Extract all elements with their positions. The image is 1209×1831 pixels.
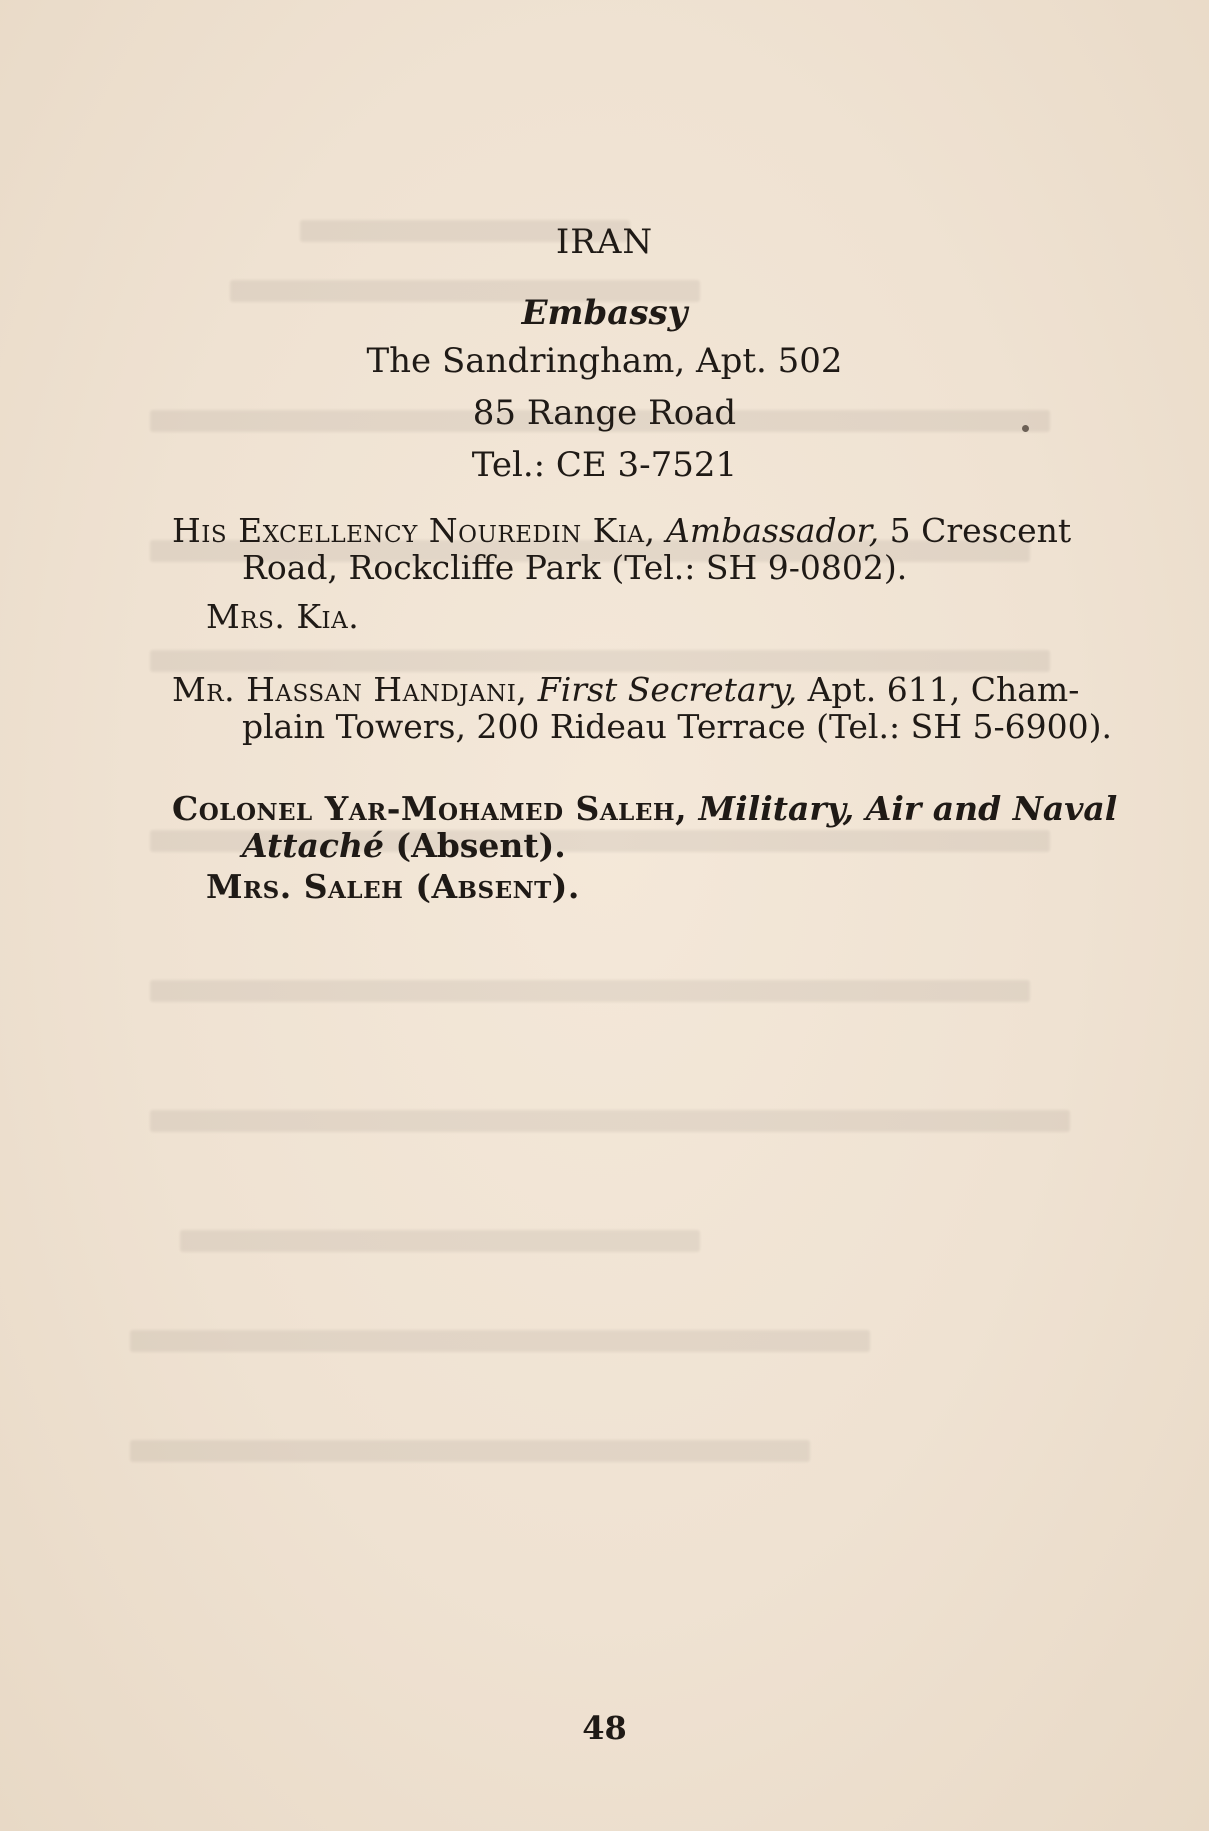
entry-role: Military, Air and Naval [698, 789, 1118, 828]
entry-address: 5 Crescent [889, 511, 1072, 550]
entry-spouse: Mrs. Kia. [206, 597, 360, 636]
entry-line [172, 789, 1118, 828]
telephone-line: Tel.: CE 3-7521 [471, 445, 738, 485]
entry-role-continued: Attaché [242, 826, 384, 865]
entry-line [172, 512, 1082, 549]
entry-spouse: Mrs. Saleh (Absent). [206, 867, 580, 906]
country-heading: IRAN [555, 222, 654, 262]
entry-continuation: plain Towers, 200 Rideau Terrace (Tel.: SH 5-6900). [242, 707, 1112, 746]
show-through-texture [150, 210, 1112, 1710]
entry-first-secretary [172, 670, 1112, 746]
section-heading: Embassy [521, 293, 688, 333]
entry-name: Colonel Yar-Mohamed Saleh, [172, 789, 688, 828]
entry-name: Mr. Hassan Handjani, [172, 670, 528, 709]
entry-line [172, 671, 1082, 708]
entry-role: Ambassador, [666, 511, 880, 550]
entry-continuation [172, 827, 1082, 864]
address-line-2: 85 Range Road [472, 393, 737, 433]
entry-continuation: Road, Rockcliffe Park (Tel.: SH 9-0802). [242, 548, 908, 587]
page-number: 48 [582, 1709, 627, 1747]
entry-status: (Absent). [395, 826, 566, 865]
entry-role: First Secretary, [537, 670, 798, 709]
entry-name: His Excellency Nouredin Kia, [172, 511, 656, 550]
address-line-1: The Sandringham, Apt. 502 [366, 341, 843, 381]
entry-address: Apt. 611, Cham- [807, 670, 1080, 709]
entry-ambassador [172, 512, 1082, 635]
entry-military-attache [172, 789, 1118, 906]
